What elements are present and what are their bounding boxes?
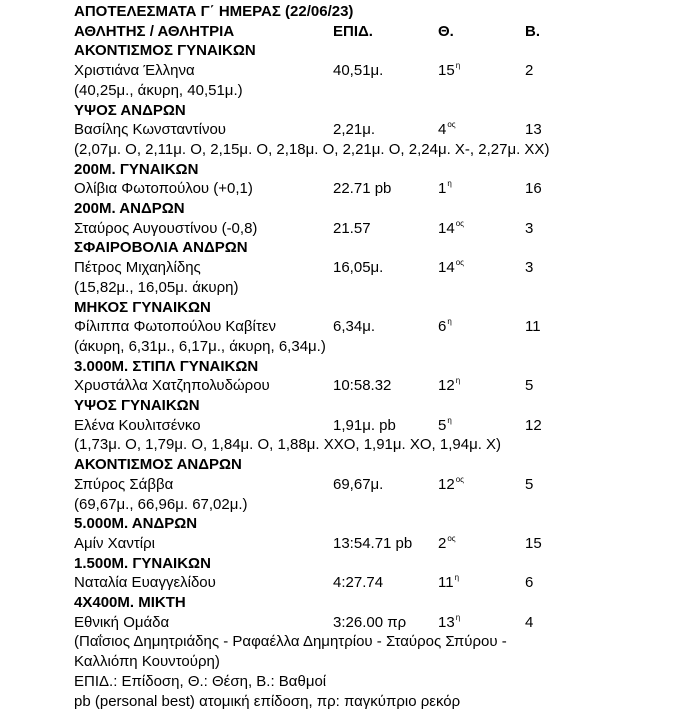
footnote-row bbox=[0, 692, 693, 712]
result-row bbox=[0, 61, 693, 81]
result-row bbox=[0, 120, 693, 140]
attempts-detail: (1,73μ. Ο, 1,79μ. Ο, 1,84μ. Ο, 1,88μ. ΧΧΟ, 1,91μ. ΧΟ, 1,94μ. Χ) bbox=[74, 436, 502, 454]
result-position: $4^{o\varsigma}$ bbox=[438, 120, 456, 139]
attempts-row bbox=[0, 337, 693, 357]
athlete-name: Φίλιππα Φωτοπούλου Καβίτεν bbox=[74, 318, 277, 336]
athlete-name: Ολίβια Φωτοπούλου (+0,1) bbox=[74, 180, 253, 198]
result-mark: 21.57 bbox=[333, 219, 371, 237]
position-suffix: η bbox=[455, 612, 461, 622]
event-title-row bbox=[0, 357, 693, 377]
attempts-detail: (40,25μ., άκυρη, 40,51μ.) bbox=[74, 81, 243, 99]
position-suffix: η bbox=[447, 317, 452, 327]
result-row bbox=[0, 376, 693, 396]
event-title: 1.500Μ. ΓΥΝΑΙΚΩΝ bbox=[74, 554, 211, 572]
column-header-row bbox=[0, 22, 693, 42]
attempts-row bbox=[0, 278, 693, 298]
result-mark: 3:26.00 πρ bbox=[333, 613, 407, 631]
position-suffix: ος bbox=[455, 474, 464, 484]
result-position: $1^\eta$ bbox=[438, 179, 452, 198]
result-mark: 4:27.74 bbox=[333, 574, 384, 592]
event-title: ΥΨΟΣ ΓΥΝΑΙΚΩΝ bbox=[74, 397, 200, 414]
result-row bbox=[0, 534, 693, 554]
column-header: ΑΘΛΗΤΗΣ / ΑΘΛΗΤΡΙΑ bbox=[74, 22, 235, 40]
page-title-row bbox=[0, 2, 693, 22]
result-mark: 40,51μ. bbox=[333, 62, 384, 80]
attempts-row bbox=[0, 435, 693, 455]
footnote: ΕΠΙΔ.: Επίδοση, Θ.: Θέση, Β.: Βαθμοί bbox=[74, 672, 327, 690]
event-title-row bbox=[0, 554, 693, 574]
position-suffix: η bbox=[447, 415, 452, 425]
result-points: 15 bbox=[525, 534, 542, 552]
team-members-row bbox=[0, 632, 693, 652]
athlete-name: Αμίν Χαντίρι bbox=[74, 534, 155, 552]
position-suffix: ος bbox=[455, 218, 464, 228]
attempts-row bbox=[0, 81, 693, 101]
event-title-row bbox=[0, 238, 693, 258]
athlete-name: Πέτρος Μιχαηλίδης bbox=[74, 259, 201, 277]
result-points: 3 bbox=[525, 219, 534, 237]
event-title-row bbox=[0, 160, 693, 180]
column-header: ΕΠΙΔ. bbox=[333, 22, 373, 40]
event-title-row bbox=[0, 593, 693, 613]
result-row bbox=[0, 179, 693, 199]
event-title-row bbox=[0, 101, 693, 121]
result-position: $12^\eta$ bbox=[438, 376, 461, 395]
result-position: $15^\eta$ bbox=[438, 61, 461, 80]
result-mark: 2,21μ. bbox=[333, 121, 376, 139]
result-position: $12^{o\varsigma}$ bbox=[438, 474, 464, 493]
event-title: 4Χ400Μ. ΜΙΚΤΗ bbox=[74, 594, 186, 611]
athlete-name: Σταύρος Αυγουστίνου (-0,8) bbox=[74, 219, 258, 237]
position-suffix: η bbox=[447, 179, 452, 189]
result-points: 5 bbox=[525, 475, 534, 493]
result-mark: 69,67μ. bbox=[333, 475, 384, 493]
page-title: ΑΠΟΤΕΛΕΣΜΑΤΑ Γ΄ ΗΜΕΡΑΣ (22/06/23) bbox=[74, 3, 354, 20]
result-points: 3 bbox=[525, 259, 534, 277]
result-mark: 6,34μ. bbox=[333, 318, 376, 336]
event-title: 200Μ. ΓΥΝΑΙΚΩΝ bbox=[74, 160, 199, 178]
position-suffix: η bbox=[455, 61, 461, 71]
attempts-detail: (69,67μ., 66,96μ. 67,02μ.) bbox=[74, 495, 248, 513]
attempts-detail: (2,07μ. Ο, 2,11μ. Ο, 2,15μ. Ο, 2,18μ. Ο, 2,21μ. Ο, 2,24μ. Χ-, 2,27μ. ΧΧ) bbox=[74, 140, 550, 158]
result-row bbox=[0, 475, 693, 495]
result-points: 13 bbox=[525, 121, 542, 139]
result-points: 11 bbox=[525, 318, 541, 336]
result-points: 5 bbox=[525, 377, 534, 395]
attempts-row bbox=[0, 495, 693, 515]
event-title-row bbox=[0, 41, 693, 61]
result-points: 6 bbox=[525, 574, 534, 592]
result-row bbox=[0, 573, 693, 593]
event-title-row bbox=[0, 396, 693, 416]
column-header: Θ. bbox=[438, 22, 454, 40]
result-row bbox=[0, 258, 693, 278]
position-suffix: ος bbox=[447, 120, 456, 130]
result-mark: 22.71 pb bbox=[333, 180, 392, 198]
athlete-name: Βασίλης Κωνσταντίνου bbox=[74, 121, 226, 139]
event-title-row bbox=[0, 514, 693, 534]
result-points: 12 bbox=[525, 416, 542, 434]
result-row bbox=[0, 219, 693, 239]
position-suffix: ος bbox=[455, 258, 464, 268]
event-title: ΣΦΑΙΡΟΒΟΛΙΑ ΑΝΔΡΩΝ bbox=[74, 239, 248, 257]
result-row bbox=[0, 416, 693, 436]
attempts-row bbox=[0, 140, 693, 160]
event-title: ΜΗΚΟΣ ΓΥΝΑΙΚΩΝ bbox=[74, 298, 211, 316]
event-title: ΥΨΟΣ ΑΝΔΡΩΝ bbox=[74, 101, 186, 119]
event-title: ΑΚΟΝΤΙΣΜΟΣ ΓΥΝΑΙΚΩΝ bbox=[74, 42, 256, 60]
footnote: pb (personal best) ατομική επίδοση, πρ: παγκύπριο ρεκόρ bbox=[74, 692, 461, 710]
position-suffix: η bbox=[454, 573, 460, 583]
result-position: $2^{o\varsigma}$ bbox=[438, 533, 456, 552]
result-mark: 10:58.32 bbox=[333, 377, 392, 395]
athlete-name: Ελένα Κουλιτσένκο bbox=[74, 416, 201, 434]
position-suffix: η bbox=[455, 376, 461, 386]
attempts-detail: (15,82μ., 16,05μ. άκυρη) bbox=[74, 278, 239, 296]
team-members: Καλλιόπη Κουντούρη) bbox=[74, 653, 220, 671]
result-mark: 16,05μ. bbox=[333, 259, 384, 277]
result-points: 16 bbox=[525, 180, 542, 198]
team-members-row bbox=[0, 652, 693, 672]
result-mark: 13:54.71 pb bbox=[333, 534, 413, 552]
athlete-name: Ναταλία Ευαγγελίδου bbox=[74, 574, 216, 592]
athlete-name: Σπύρος Σάββα bbox=[74, 475, 174, 493]
result-position: $14^{o\varsigma}$ bbox=[438, 258, 464, 277]
result-mark: 1,91μ. pb bbox=[333, 416, 396, 434]
result-position: $5^\eta$ bbox=[438, 415, 452, 434]
athlete-name: Χριστιάνα Έλληνα bbox=[74, 62, 195, 80]
event-title-row bbox=[0, 298, 693, 318]
result-position: $6^\eta$ bbox=[438, 317, 452, 336]
result-position: $13^\eta$ bbox=[438, 612, 461, 631]
result-points: 4 bbox=[525, 613, 534, 631]
attempts-detail: (άκυρη, 6,31μ., 6,17μ., άκυρη, 6,34μ.) bbox=[74, 337, 326, 355]
result-position: $11^\eta$ bbox=[438, 573, 460, 592]
position-suffix: ος bbox=[447, 533, 456, 543]
event-title: 5.000Μ. ΑΝΔΡΩΝ bbox=[74, 515, 198, 533]
event-title-row bbox=[0, 455, 693, 475]
athlete-name: Εθνική Ομάδα bbox=[74, 613, 170, 631]
athlete-name: Χρυστάλλα Χατζηπολυδώρου bbox=[74, 377, 270, 395]
event-title: 3.000Μ. ΣΤΙΠΛ ΓΥΝΑΙΚΩΝ bbox=[74, 357, 259, 375]
event-title: 200Μ. ΑΝΔΡΩΝ bbox=[74, 200, 185, 217]
event-title: ΑΚΟΝΤΙΣΜΟΣ ΑΝΔΡΩΝ bbox=[74, 456, 242, 474]
result-position: $14^{o\varsigma}$ bbox=[438, 218, 464, 237]
event-title-row bbox=[0, 199, 693, 219]
result-row bbox=[0, 613, 693, 633]
footnote-row bbox=[0, 672, 693, 692]
column-header: Β. bbox=[525, 22, 540, 40]
team-members: (Παΐσιος Δημητριάδης - Ραφαέλλα Δημητρίου - Σταύρος Σπύρου - bbox=[74, 633, 507, 651]
result-row bbox=[0, 317, 693, 337]
result-points: 2 bbox=[525, 62, 534, 80]
